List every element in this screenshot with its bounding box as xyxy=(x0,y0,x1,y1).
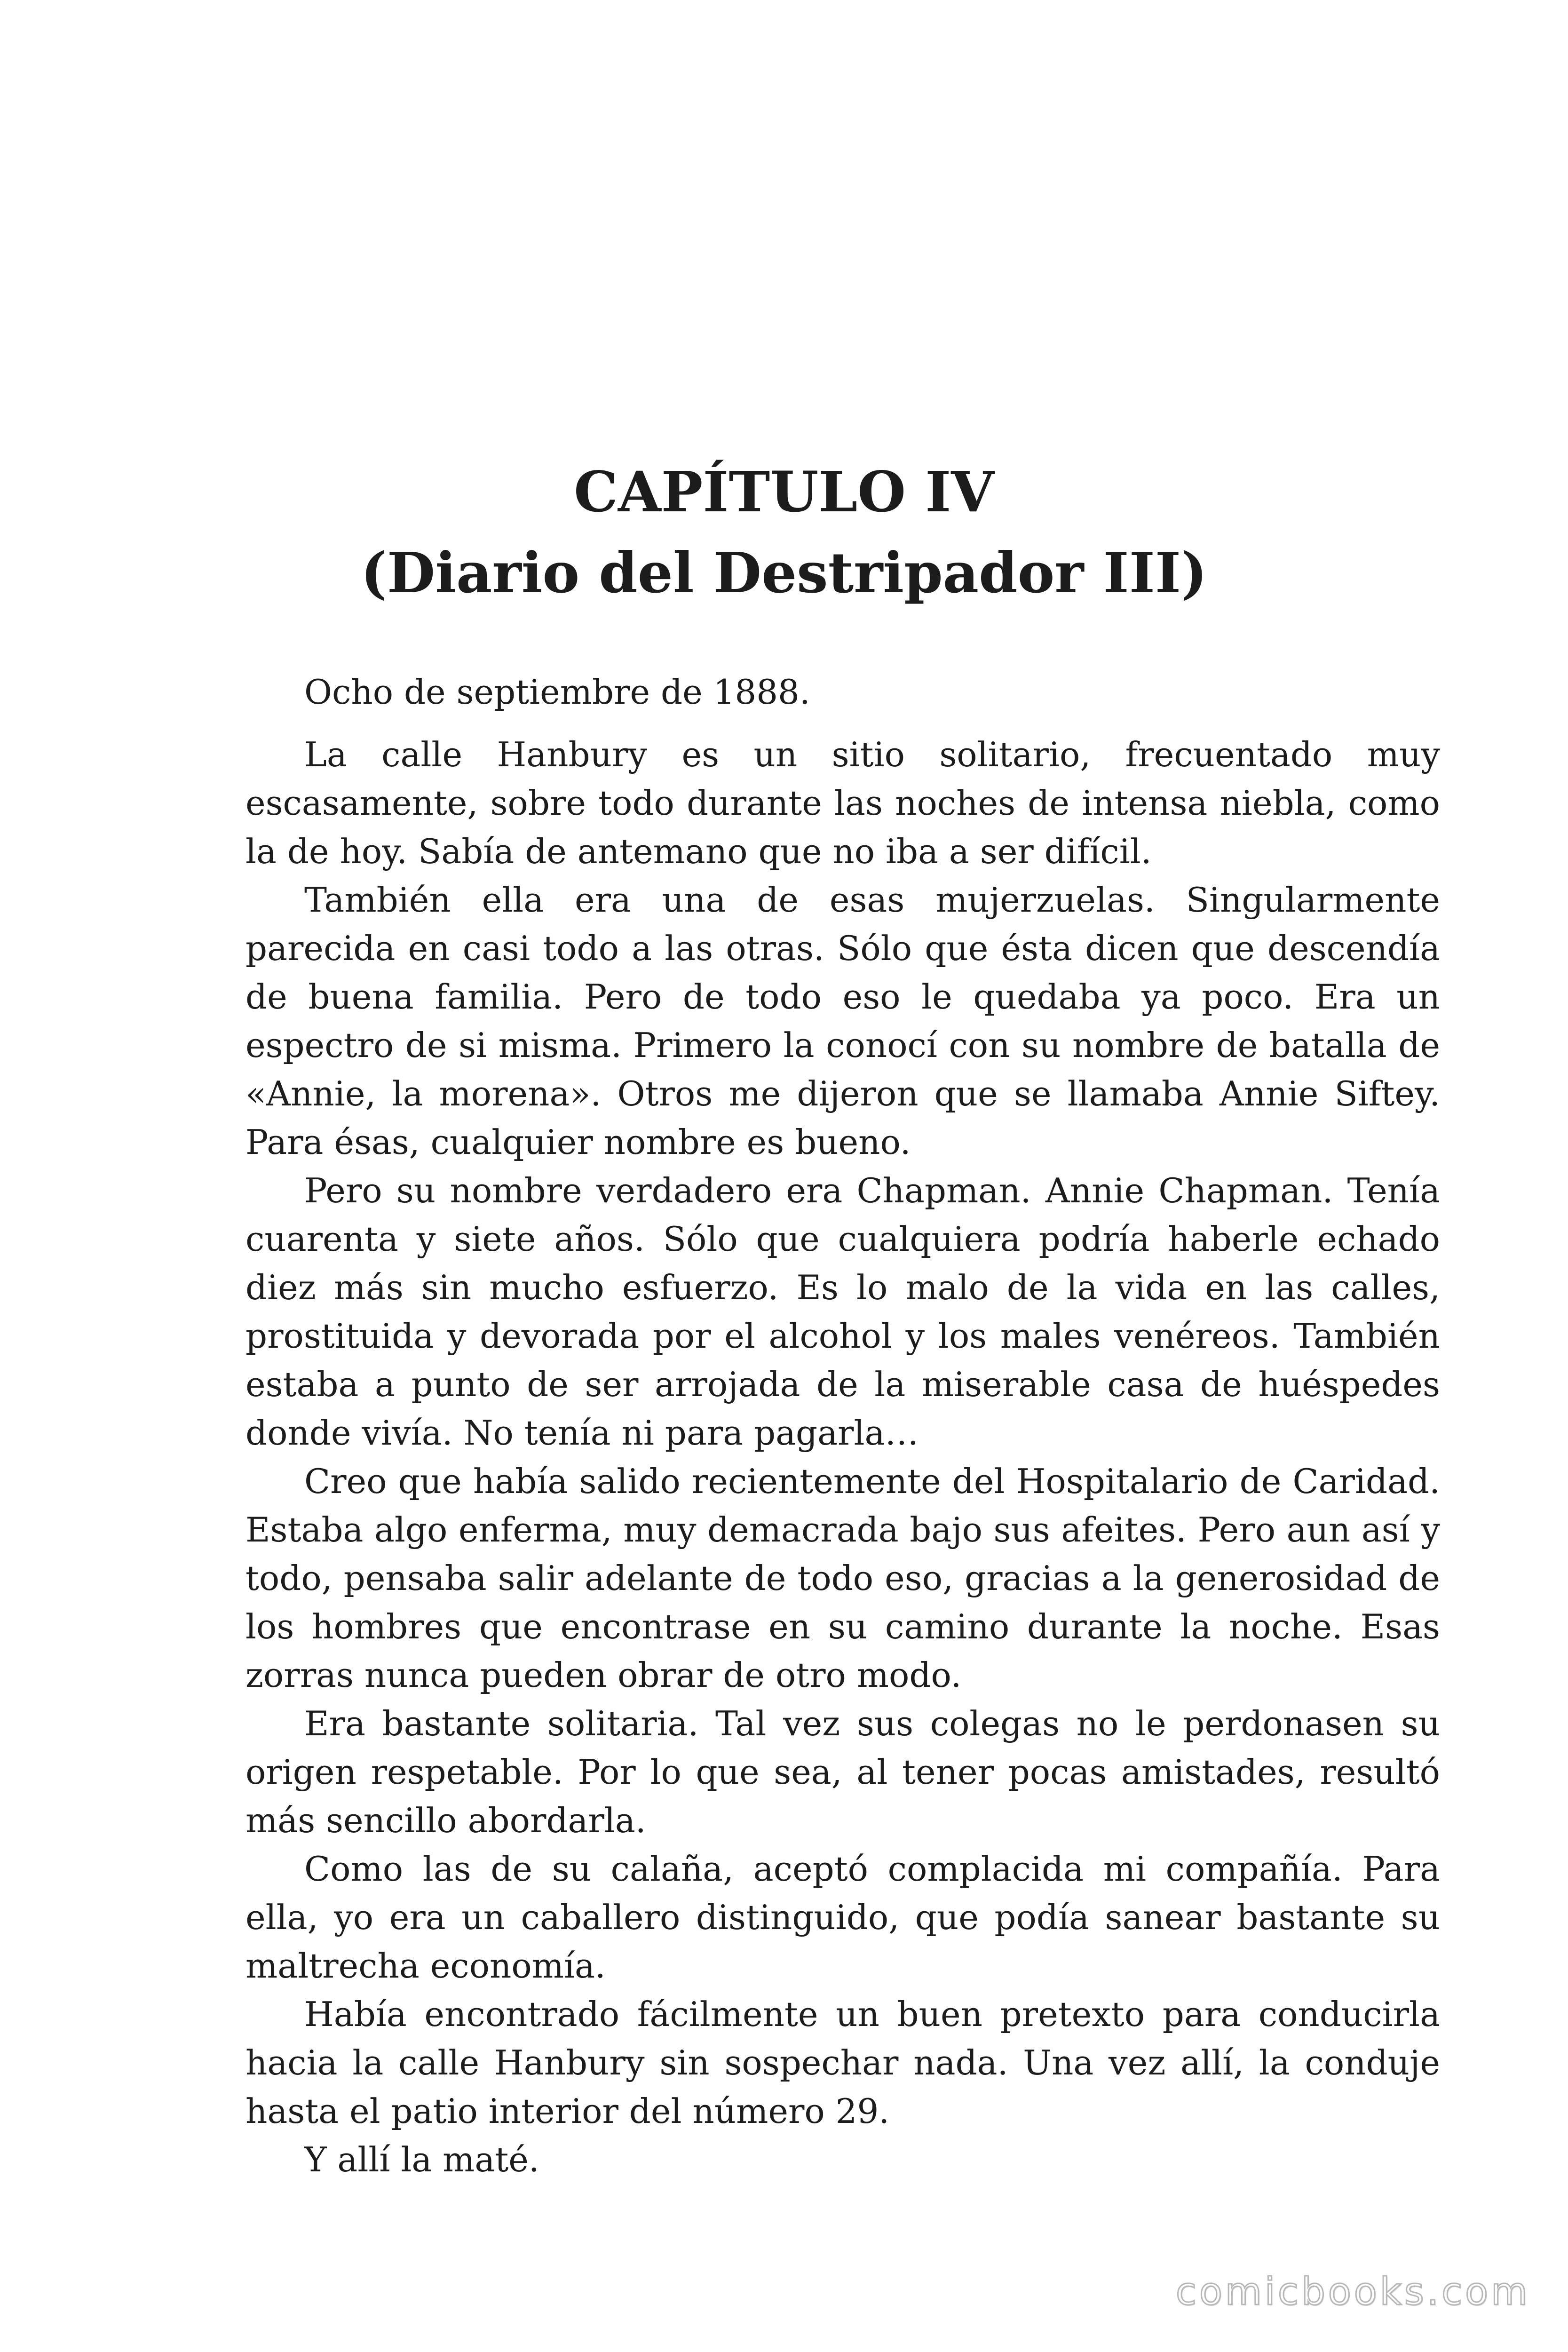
paragraph: Y allí la maté. xyxy=(304,2140,539,2179)
chapter-heading xyxy=(0,452,1568,613)
paragraph: Pero su nombre verdadero era Chapman. Annie Chapman. Tenía cuarenta y siete años. Sólo que cualquiera podría haberle echado diez más sin mucho esfuerzo. Es lo malo de la vida en las calles, prostituida y devorada por el alcohol y los males venéreos. También estaba a punto de ser arrojada de la miserable casa de huéspedes donde vivía. No tenía ni para pagarla… xyxy=(245,1171,1440,1453)
paragraph: Había encontrado fácilmente un buen pretexto para conducirla hacia la calle Hanbury sin sospechar nada. Una vez allí, la conduje hasta el patio interior del número 29. xyxy=(245,1994,1440,2131)
paragraph: La calle Hanbury es un sitio solitario, frecuentado muy escasamente, sobre todo durante las noches de intensa niebla, como la de hoy. Sabía de antemano que no iba a ser difícil. xyxy=(245,735,1440,871)
chapter-subtitle: (Diario del Destripador III) xyxy=(361,540,1207,605)
chapter-title: CAPÍTULO IV xyxy=(574,459,994,524)
watermark: comicbooks.com xyxy=(1175,2270,1530,2313)
paragraph: Como las de su calaña, aceptó complacida mi compañía. Para ella, yo era un caballero distinguido, que podía sanear bastante su maltrecha economía. xyxy=(245,1849,1440,1986)
paragraph: Era bastante solitaria. Tal vez sus colegas no le perdonasen su origen respetable. Por lo que sea, al tener pocas amistades, resultó más sencillo abordarla. xyxy=(245,1704,1440,1840)
chapter-body xyxy=(245,668,1440,2184)
paragraph-date: Ocho de septiembre de 1888. xyxy=(304,672,810,712)
paragraph: Creo que había salido recientemente del Hospitalario de Caridad. Estaba algo enferma, muy demacrada bajo sus afeites. Pero aun así y todo, pensaba salir adelante de todo eso, gracias a la generosidad de los hombres que encontrase en su camino durante la noche. Esas zorras nunca pueden obrar de otro modo. xyxy=(245,1462,1440,1695)
paragraph: También ella era una de esas mujerzuelas. Singularmente parecida en casi todo a las otras. Sólo que ésta dicen que descendía de buena familia. Pero de todo eso le quedaba ya poco. Era un espectro de si misma. Primero la conocí con su nombre de batalla de «Annie, la morena». Otros me dijeron que se llamaba Annie Siftey. Para ésas, cualquier nombre es bueno. xyxy=(245,880,1440,1162)
